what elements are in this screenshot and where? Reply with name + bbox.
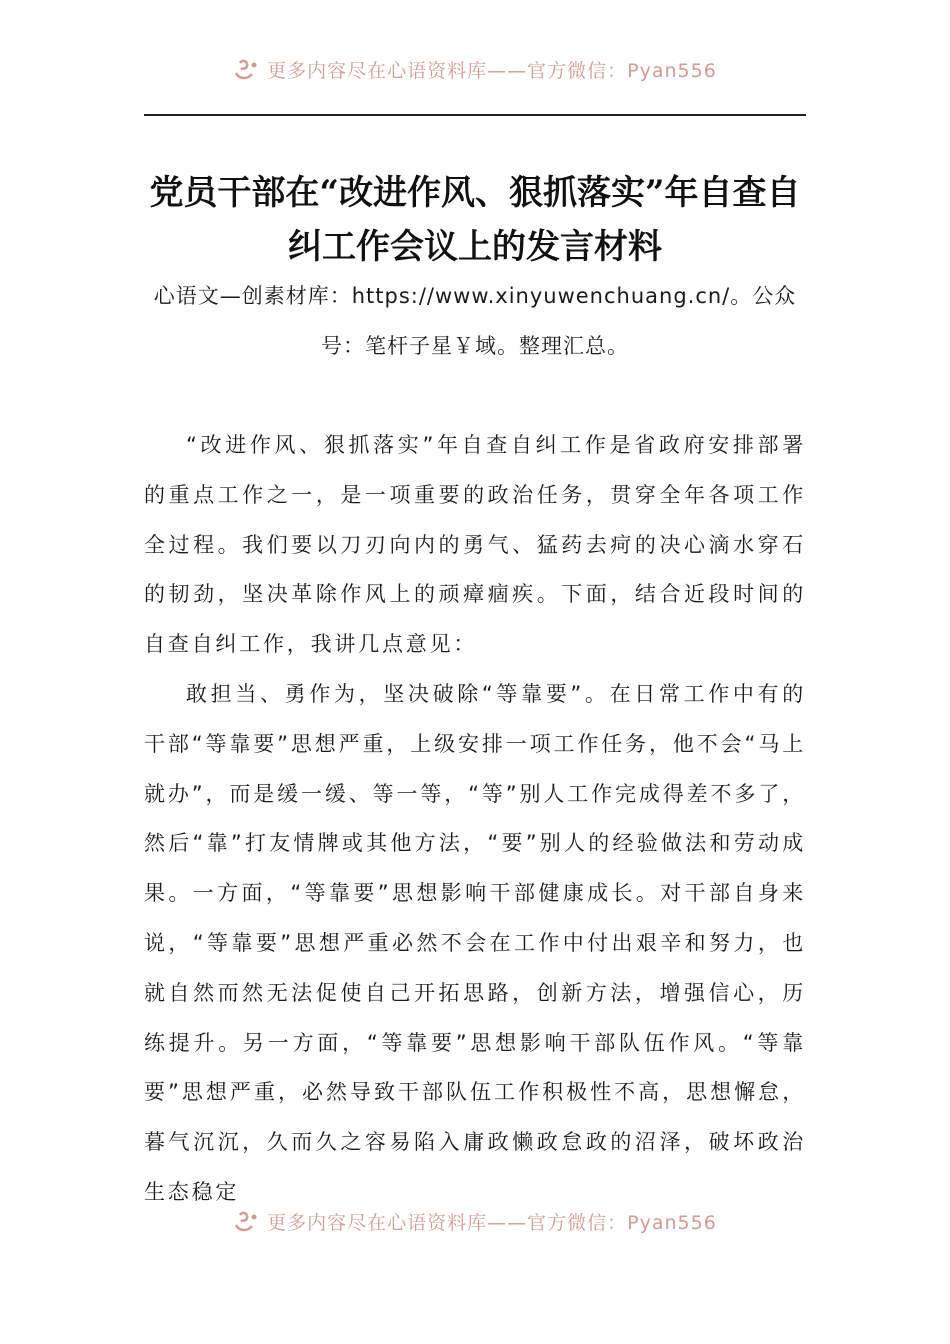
watermark-text: 更多内容尽在心语资料库——官方微信：Pyan556: [267, 1211, 717, 1234]
source-note: 心语文—创素材库：https://www.xinyuwenchuang.cn/。公众号：笔杆子星￥域。整理汇总。: [153, 284, 797, 358]
paragraph: 敢担当、勇作为，坚决破除“等靠要”。在日常工作中有的干部“等靠要”思想严重，上级安排一项工作任务，他不会“马上就办”，而是缓一缓、等一等，“等”别人工作完成得差不多了，然后“靠”打友情牌或其他方法，“要”别人的经验做法和劳动成果。一方面，“等靠要”思想影响干部健康成长。对干部自身来说，“等靠要”思想严重必然不会在工作中付出艰辛和努力，也就自然而然无法促使自己开拓思路，创新方法，增强信心，历练提升。另一方面，“等靠要”思想影响干部队伍作风。“等靠要”思想严重，必然导致干部队伍工作积极性不高，思想懈怠，暮气沉沉，久而久之容易陷入庸政懒政怠政的沼泽，破坏政治生态稳定: [144, 681, 806, 1204]
footer-watermark: [0, 1206, 950, 1236]
watermark-text: 更多内容尽在心语资料库——官方微信：Pyan556: [267, 59, 717, 82]
header-watermark: [0, 54, 950, 84]
paragraph: “改进作风、狠抓落实”年自查自纠工作是省政府安排部署的重点工作之一，是一项重要的政治任务，贯穿全年各项工作全过程。我们要以刀刃向内的勇气、猛药去疴的决心滴水穿石的韧劲，坚决革除作风上的顽瘴痼疾。下面，结合近段时间的自查自纠工作，我讲几点意见：: [144, 433, 806, 657]
document-body: [144, 421, 806, 1218]
header-divider: [144, 114, 806, 116]
logo-icon: [233, 57, 261, 81]
logo-icon: [233, 1209, 261, 1233]
document-title: 党员干部在“改进作风、狠抓落实”年自查自纠工作会议上的发言材料: [149, 173, 801, 267]
